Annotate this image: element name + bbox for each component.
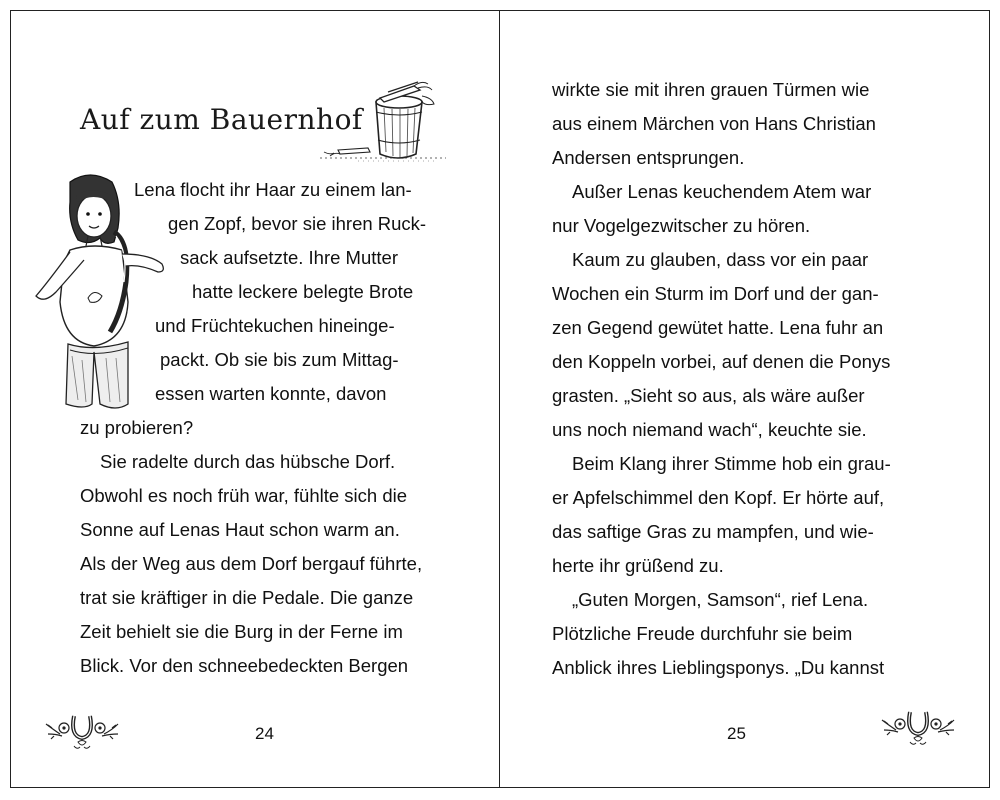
- horseshoe-flower-icon: [880, 708, 956, 748]
- text-line: Beim Klang ihrer Stimme hob ein grau-: [572, 453, 891, 474]
- text-line: Anblick ihres Lieblingsponys. „Du kannst: [552, 657, 885, 678]
- text-line: Kaum zu glauben, dass vor ein paar: [572, 249, 869, 270]
- text-line: Sie radelte durch das hübsche Dorf.: [100, 451, 396, 472]
- text-line: er Apfelschimmel den Kopf. Er hörte auf,: [552, 487, 885, 508]
- text-line: den Koppeln vorbei, auf denen die Ponys: [552, 351, 891, 372]
- text-line: gen Zopf, bevor sie ihren Ruck-: [168, 213, 427, 234]
- text-line: Andersen entsprungen.: [552, 147, 745, 168]
- page-number: 25: [727, 724, 746, 743]
- text-line: Lena flocht ihr Haar zu einem lan-: [134, 179, 412, 200]
- text-line: Außer Lenas keuchendem Atem war: [572, 181, 872, 202]
- text-line: Sonne auf Lenas Haut schon warm an.: [80, 519, 400, 540]
- text-line: hatte leckere belegte Brote: [192, 281, 414, 302]
- text-line: packt. Ob sie bis zum Mittag-: [160, 349, 399, 370]
- page-number: 24: [255, 724, 274, 743]
- text-line: zu probieren?: [80, 417, 194, 438]
- text-line: das saftige Gras zu mampfen, und wie-: [552, 521, 874, 542]
- text-line: trat sie kräftiger in die Pedale. Die ganze: [80, 587, 414, 608]
- horseshoe-flower-icon: [44, 712, 120, 752]
- text-line: Blick. Vor den schneebedeckten Bergen: [80, 655, 409, 676]
- text-line: nur Vogelgezwitscher zu hören.: [552, 215, 811, 236]
- text-line: herte ihr grüßend zu.: [552, 555, 724, 576]
- text-line: uns noch niemand wach“, keuchte sie.: [552, 419, 867, 440]
- text-line: Plötzliche Freude durchfuhr sie beim: [552, 623, 853, 644]
- text-line: essen warten konnte, davon: [155, 383, 387, 404]
- text-line: wirkte sie mit ihren grauen Türmen wie: [552, 79, 870, 100]
- text-line: grasten. „Sieht so aus, als wäre außer: [552, 385, 865, 406]
- bucket-illustration: [318, 78, 448, 164]
- text-line: zen Gegend gewütet hatte. Lena fuhr an: [552, 317, 884, 338]
- text-line: aus einem Märchen von Hans Christian: [552, 113, 876, 134]
- chapter-title: Auf zum Bauernhof: [80, 103, 363, 136]
- text-line: Zeit behielt sie die Burg in der Ferne im: [80, 621, 403, 642]
- girl-illustration: [30, 172, 180, 412]
- text-line: Wochen ein Sturm im Dorf und der gan-: [552, 283, 879, 304]
- text-line: Obwohl es noch früh war, fühlte sich die: [80, 485, 408, 506]
- text-line: sack aufsetzte. Ihre Mutter: [180, 247, 398, 268]
- text-line: und Früchtekuchen hineinge-: [155, 315, 395, 336]
- text-line: „Guten Morgen, Samson“, rief Lena.: [572, 589, 869, 610]
- right-page: [500, 0, 1000, 800]
- text-line: Als der Weg aus dem Dorf bergauf führte,: [80, 553, 423, 574]
